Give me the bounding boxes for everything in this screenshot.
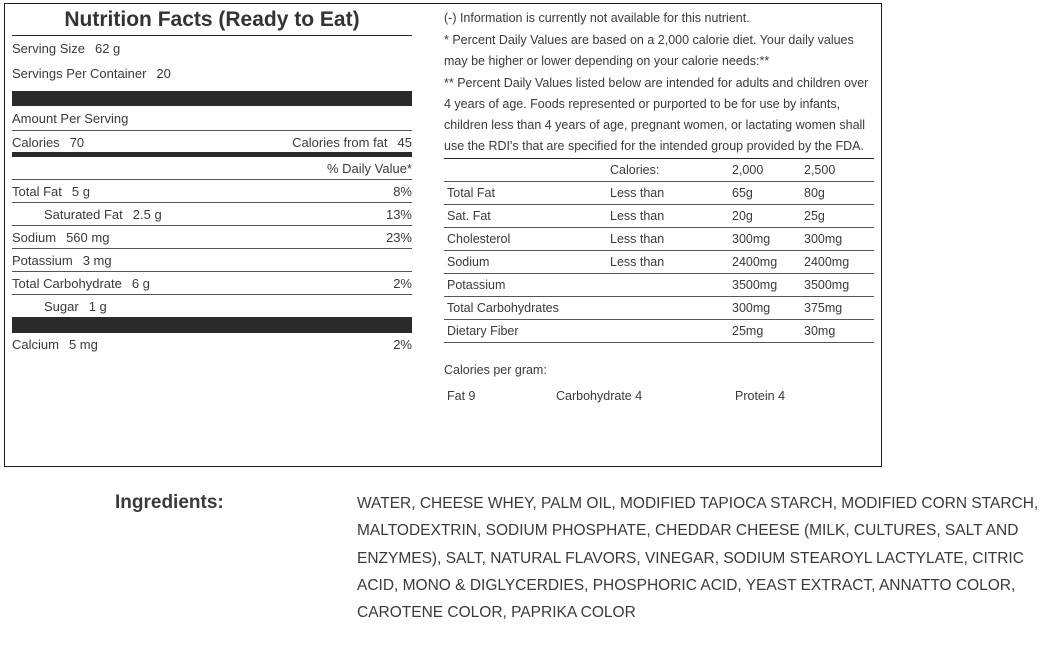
nutrient-dv: 13%	[385, 207, 412, 222]
thick-divider	[12, 91, 412, 106]
nutrient-dv: 23%	[385, 230, 412, 245]
table-row	[444, 297, 874, 320]
vitamin-value: 5 mg	[68, 337, 98, 352]
nutrient-value: 3 mg	[82, 253, 112, 268]
nutrient-value: 560 mg	[66, 230, 110, 245]
calories-per-gram	[444, 360, 874, 407]
dv-header: % Daily Value*	[326, 161, 412, 176]
servings-value: 20	[156, 66, 171, 81]
calories-label: Calories	[12, 135, 60, 150]
nutrient-dv: 2%	[393, 276, 412, 291]
table-cell: Total Fat	[444, 182, 607, 205]
vitamin-label: Calcium	[12, 337, 59, 352]
amount-per-serving	[12, 106, 412, 131]
table-row	[444, 205, 874, 228]
table-cell: 80g	[801, 182, 874, 205]
nutrient-value: 1 g	[88, 299, 107, 314]
nutrient-row-sodium	[12, 226, 412, 249]
table-cell: 3500mg	[729, 274, 801, 297]
nutrient-dv: 8%	[393, 184, 412, 199]
table-cell	[607, 320, 729, 343]
table-row	[444, 274, 874, 297]
na-note: (-) Information is currently not available for this nutrient.	[444, 11, 750, 25]
table-cell: 65g	[729, 182, 801, 205]
vitamin-dv: 2%	[393, 337, 412, 352]
cpg-carb: Carbohydrate 4	[556, 389, 643, 403]
table-cell: Potassium	[444, 274, 607, 297]
table-cell: 300mg	[729, 228, 801, 251]
nutrient-label: Potassium	[12, 253, 73, 268]
nutrient-row-total-carbohydrate	[12, 272, 412, 295]
table-cell: Less than	[607, 251, 729, 274]
table-cell: 300mg	[729, 297, 801, 320]
calories-per-gram-label: Calories per gram:	[444, 363, 547, 377]
servings-row	[12, 60, 412, 86]
table-cell: 25g	[801, 205, 874, 228]
calories-row	[12, 131, 412, 157]
nutrition-label	[4, 3, 882, 467]
table-cell: 30mg	[801, 320, 874, 343]
cpg-fat: Fat 9	[447, 389, 476, 403]
calories-fat-value: 45	[397, 135, 412, 150]
ingredients-label: Ingredients:	[115, 492, 224, 513]
table-cell: 2,000	[729, 159, 801, 182]
nutrient-value: 5 g	[71, 184, 90, 199]
table-cell: Less than	[607, 205, 729, 228]
daily-values-table	[444, 158, 874, 343]
serving-size-label: Serving Size	[12, 41, 85, 56]
ingredients-text: WATER, CHEESE WHEY, PALM OIL, MODIFIED TAPIOCA STARCH, MODIFIED CORN STARCH, MALTODEXTRIN, SODIUM PHOSPHATE, CHEDDAR CHEESE (MILK, CULTURES, SALT AND ENZYMES), SALT, NATURAL FLAVORS, VINEGAR, SODIUM STEAROYL LACTYLATE, CITRIC ACID, MONO & DIGLYCERDIES, PHOSPHORIC ACID, YEAST EXTRACT, ANNATTO COLOR, CAROTENE COLOR, PAPRIKA COLOR	[357, 495, 1039, 622]
nutrient-value: 6 g	[131, 276, 150, 291]
calories-fat-label: Calories from fat	[292, 135, 388, 150]
nutrient-label: Sodium	[12, 230, 57, 245]
calories-per-gram-row	[444, 386, 874, 407]
calories-value: 70	[69, 135, 85, 150]
table-cell	[444, 159, 607, 182]
vitamin-row-calcium	[12, 333, 412, 355]
table-cell: Sat. Fat	[444, 205, 607, 228]
table-cell: Sodium	[444, 251, 607, 274]
serving-size-row	[12, 36, 412, 60]
nutrient-label: Total Fat	[12, 184, 62, 199]
nutrient-value: 2.5 g	[132, 207, 162, 222]
table-header-row	[444, 159, 874, 182]
daily-values-panel	[444, 8, 874, 407]
table-row	[444, 320, 874, 343]
table-cell: 25mg	[729, 320, 801, 343]
nutrient-label: Sugar	[44, 299, 79, 314]
nutrient-row-saturated-fat	[12, 203, 412, 226]
nutrition-title: Nutrition Facts (Ready to Eat)	[12, 4, 412, 36]
nutrition-facts-panel	[12, 4, 412, 355]
table-cell: 2400mg	[801, 251, 874, 274]
table-cell: Less than	[607, 228, 729, 251]
cpg-protein: Protein 4	[735, 389, 786, 403]
table-cell: Cholesterol	[444, 228, 607, 251]
table-cell: 3500mg	[801, 274, 874, 297]
adult-note: ** Percent Daily Values listed below are intended for adults and children over 4 years of age. Foods represented or purported to be for use by infants, children less than 4 years of age, pregnant women, or lactating women shall use the RDI's that are specified for the intended group provided by the FDA.	[444, 76, 869, 153]
table-cell: Calories:	[607, 159, 729, 182]
table-cell: 20g	[729, 205, 801, 228]
dv-header-row	[12, 157, 412, 180]
serving-size-value: 62 g	[94, 41, 121, 56]
table-cell: 2400mg	[729, 251, 801, 274]
nutrient-row-total-fat	[12, 180, 412, 203]
servings-label: Servings Per Container	[12, 66, 147, 81]
amount-per-serving-label: Amount Per Serving	[12, 111, 129, 126]
table-row	[444, 182, 874, 205]
table-row	[444, 251, 874, 274]
pdv-note: * Percent Daily Values are based on a 2,000 calorie diet. Your daily values may be higher or lower depending on your calorie needs:**	[444, 33, 854, 68]
nutrient-label: Total Carbohydrate	[12, 276, 122, 291]
table-cell: Total Carbohydrates	[444, 297, 607, 320]
table-row	[444, 228, 874, 251]
thick-divider	[12, 317, 412, 333]
table-cell: 2,500	[801, 159, 874, 182]
table-cell: Less than	[607, 182, 729, 205]
nutrient-label: Saturated Fat	[44, 207, 123, 222]
nutrient-row-potassium	[12, 249, 412, 272]
nutrient-row-sugar	[12, 295, 412, 317]
table-cell: Dietary Fiber	[444, 320, 607, 343]
table-cell: 300mg	[801, 228, 874, 251]
table-cell	[607, 274, 729, 297]
table-cell	[607, 297, 729, 320]
table-cell: 375mg	[801, 297, 874, 320]
